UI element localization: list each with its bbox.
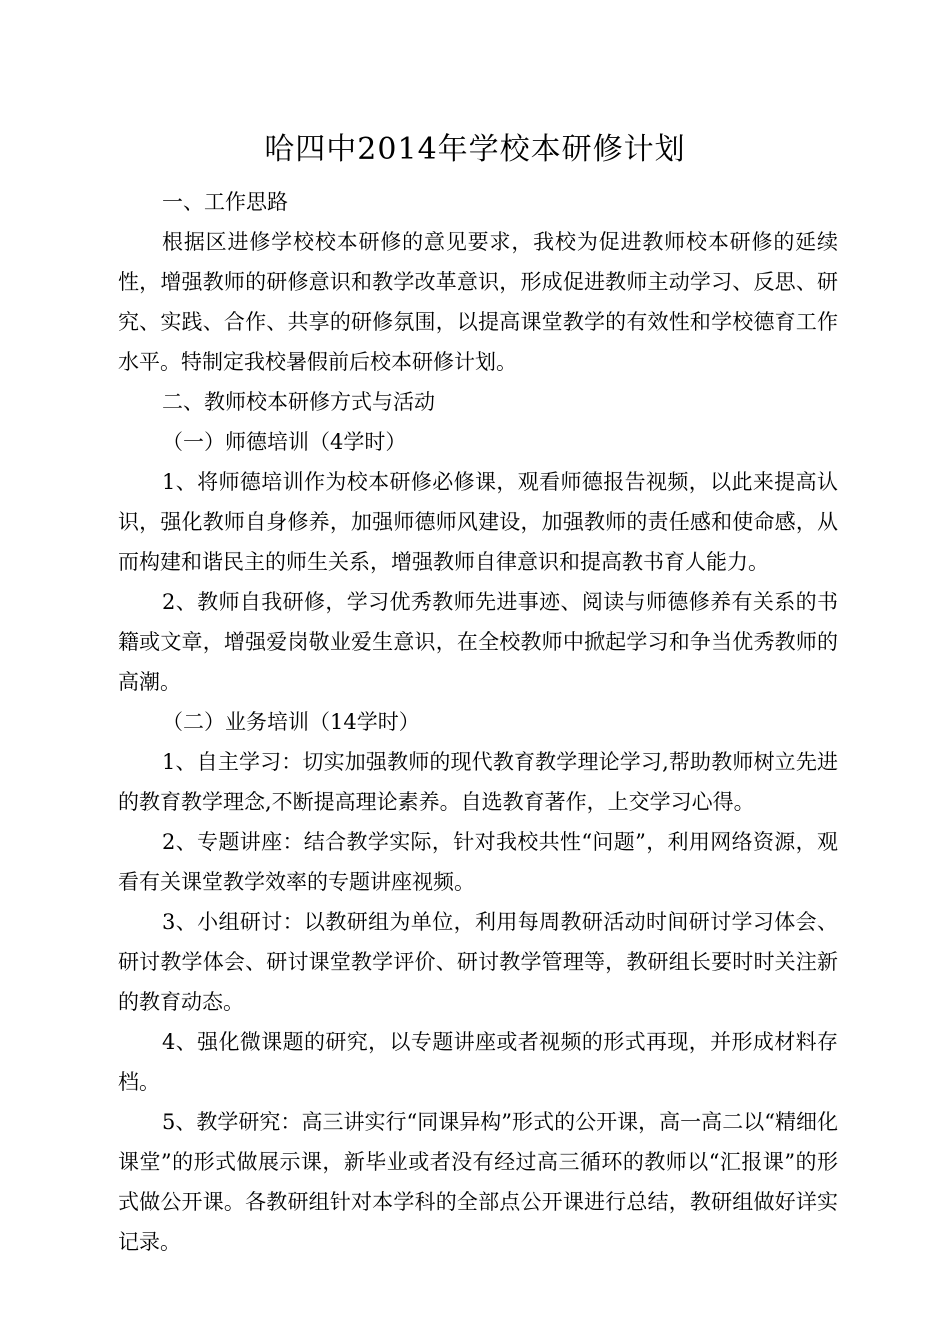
paragraph-business-item-5: 5、教学研究：高三讲实行“同课异构”形式的公开课，高一高二以“精细化课堂”的形式做展示课，新毕业或者没有经过高三循环的教师以“汇报课”的形式做公开课。各教研组针对本学科的全部点公开课进行总结，教研组做好详实记录。: [118, 1110, 838, 1254]
section-heading-work-ideas: 一、工作思路: [162, 190, 288, 214]
paragraph-work-ideas: 根据区进修学校校本研修的意见要求，我校为促进教师校本研修的延续性，增强教师的研修意识和教学改革意识，形成促进教师主动学习、反思、研究、实践、合作、共享的研修氛围，以提高课堂教学的有效性和学校德育工作水平。特制定我校暑假前后校本研修计划。: [118, 230, 838, 374]
paragraph-business-item-4: 4、强化微课题的研究，以专题讲座或者视频的形式再现，并形成材料存档。: [118, 1030, 838, 1094]
paragraph-ethics-item-1: 1、将师德培训作为校本研修必修课，观看师德报告视频，以此来提高认识，强化教师自身修养，加强师德师风建设，加强教师的责任感和使命感，从而构建和谐民主的师生关系，增强教师自律意识和提高教书育人能力。: [118, 470, 838, 574]
document-body: [118, 182, 838, 1262]
document-title: 哈四中2014年学校本研修计划: [264, 132, 686, 167]
section-heading-methods: 二、教师校本研修方式与活动: [162, 390, 435, 414]
paragraph-ethics-item-2: 2、教师自我研修，学习优秀教师先进事迹、阅读与师德修养有关系的书籍或文章，增强爱岗敬业爱生意识，在全校教师中掀起学习和争当优秀教师的高潮。: [118, 590, 838, 694]
paragraph-business-item-2: 2、专题讲座：结合教学实际，针对我校共性“问题”，利用网络资源，观看有关课堂教学效率的专题讲座视频。: [118, 830, 838, 894]
subheading-ethics-training: （一）师德培训（4学时）: [162, 430, 407, 454]
subheading-business-training: （二）业务培训（14学时）: [162, 710, 420, 734]
paragraph-business-item-3: 3、小组研讨：以教研组为单位，利用每周教研活动时间研讨学习体会、研讨教学体会、研讨课堂教学评价、研讨教学管理等，教研组长要时时关注新的教育动态。: [118, 910, 838, 1014]
paragraph-business-item-1: 1、自主学习：切实加强教师的现代教育教学理论学习,帮助教师树立先进的教育教学理念,不断提高理论素养。自选教育著作，上交学习心得。: [118, 750, 838, 814]
